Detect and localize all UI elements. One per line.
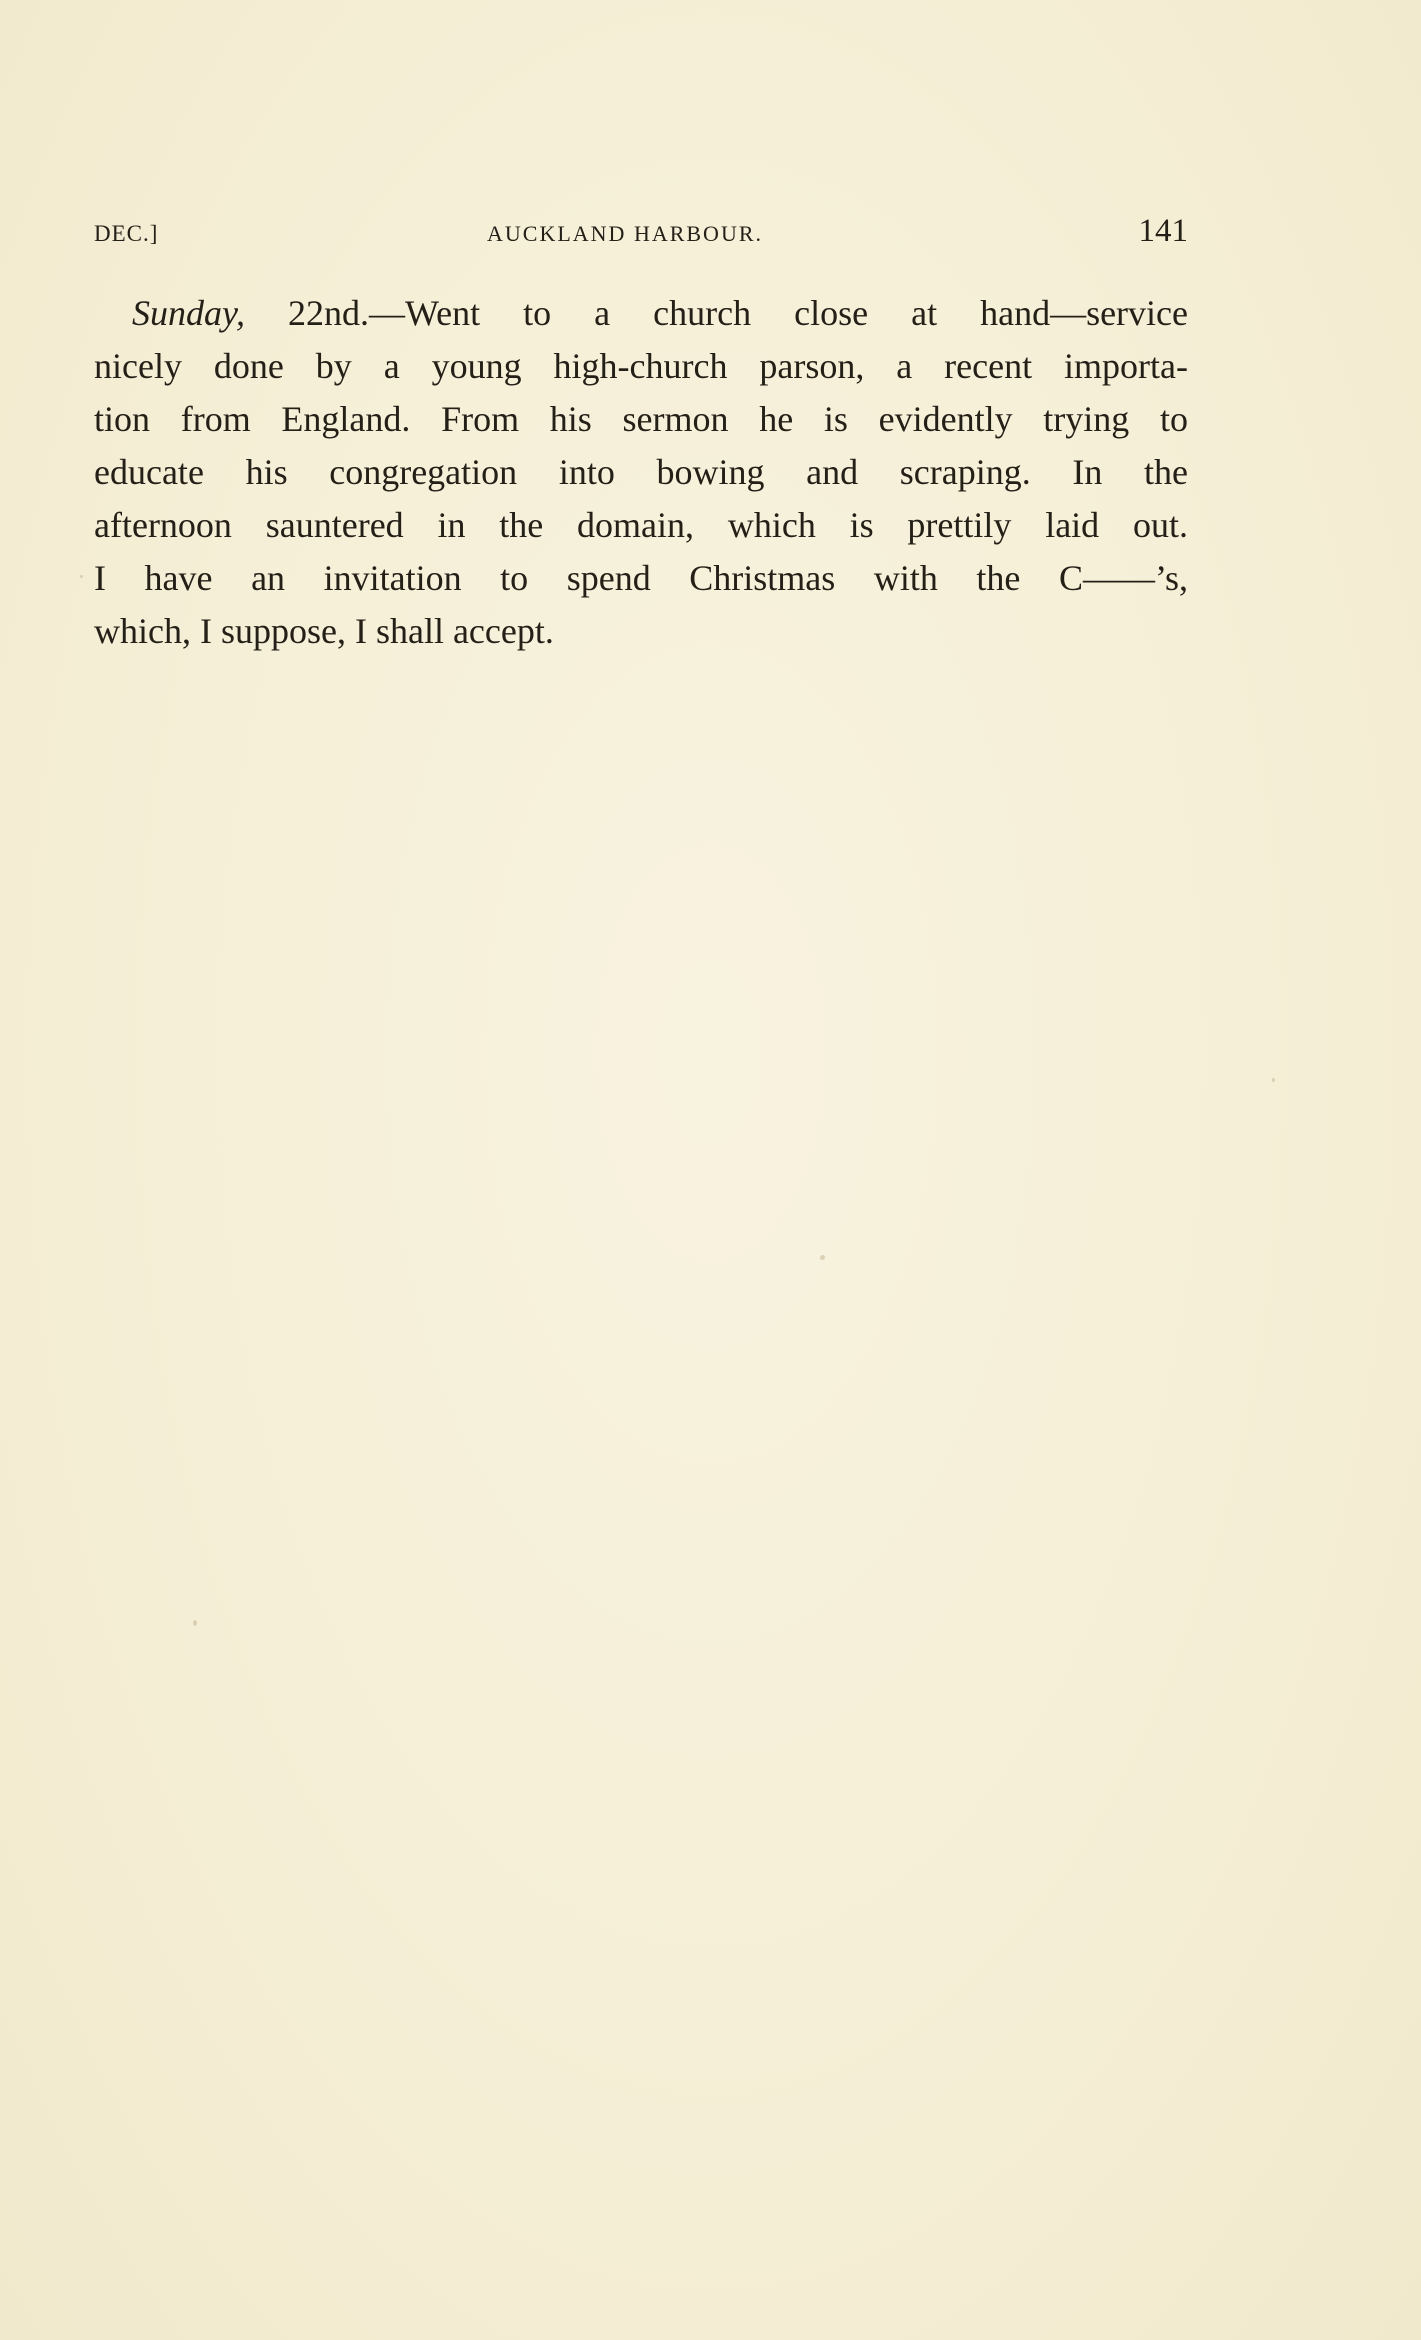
page-number: 141 [1138,213,1188,249]
entry-date-number [288,293,369,333]
text-line [94,287,1188,340]
paper-speck [80,575,83,578]
text-line: educate his congregation into bowing and scraping. In the [94,452,1188,492]
running-head-left: DEC.] [94,221,159,246]
paper-speck [820,1255,825,1260]
paper-speck [1272,1078,1275,1082]
text-line: which, I suppose, I shall accept. [94,611,554,651]
journal-entry [94,287,1188,658]
entry-date: 22nd. [288,293,370,333]
entry-day: Sunday, [132,293,245,333]
running-head-title: AUCKLAND HARBOUR. [487,221,764,246]
text-line-content: —Went to a church close at hand—service [369,293,1189,333]
text-line: nicely done by a young high-church parson, a recent importa- [94,346,1188,386]
text-line: tion from England. From his sermon he is evidently trying to [94,399,1188,439]
running-head [94,213,1188,257]
text-line: afternoon sauntered in the domain, which is prettily laid out. [94,505,1188,545]
paper-speck [193,1620,197,1626]
text-line: I have an invitation to spend Christmas with the C——’s, [94,558,1188,598]
